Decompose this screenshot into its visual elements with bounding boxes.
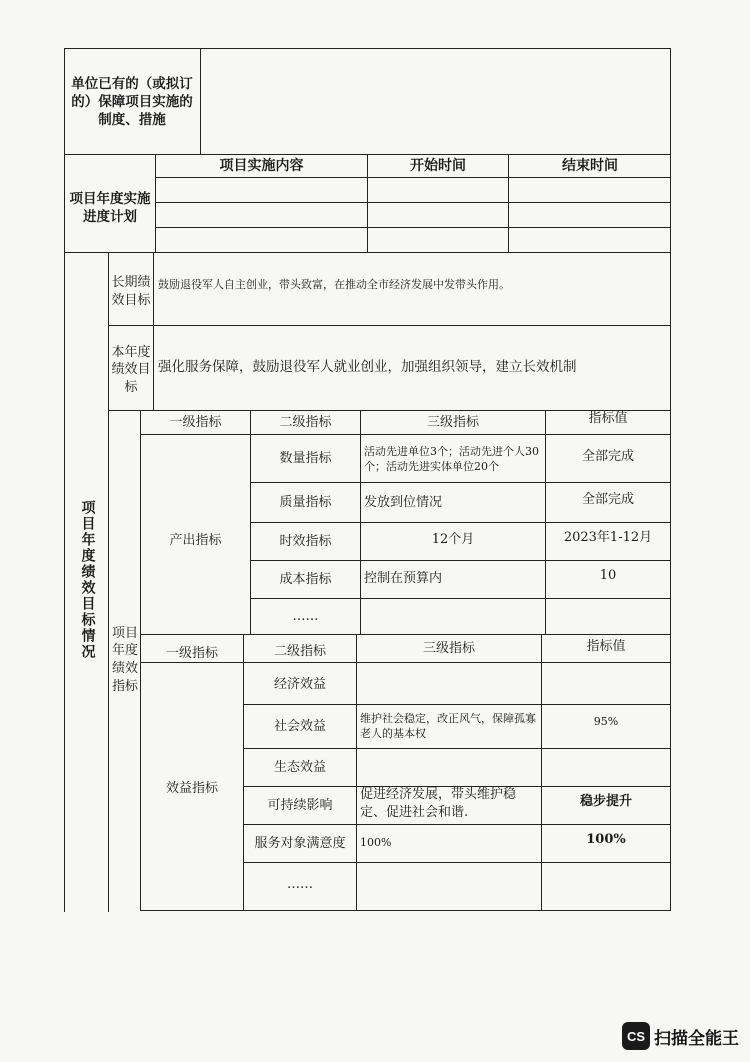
output-row-level2: 质量指标 <box>279 495 332 511</box>
benefit-row-value: 95% <box>593 715 619 729</box>
output-row-value: 全部完成 <box>581 492 634 508</box>
output-row-level3: 发放到位情况 <box>364 495 443 511</box>
measures-label: 单位已有的（或拟订的）保障项目实施的制度、措施 <box>71 75 193 129</box>
header2-level2: 二级指标 <box>273 644 326 660</box>
output-row-level2: …… <box>292 609 319 625</box>
camscanner-logo-icon: CS <box>622 1022 650 1050</box>
benefit-level1: 效益指标 <box>165 781 218 797</box>
output-row-value: 2023年1-12月 <box>563 530 653 546</box>
header1-level3: 三级指标 <box>426 414 479 430</box>
header1-value: 指标值 <box>588 410 628 426</box>
output-row-value: 全部完成 <box>581 449 634 465</box>
benefit-row-value <box>543 864 669 908</box>
output-row-value <box>547 600 669 634</box>
schedule-header-content: 项目实施内容 <box>219 157 304 174</box>
output-row-level3 <box>364 600 544 634</box>
benefit-row-level2: …… <box>287 877 313 893</box>
benefit-row-level2: 可持续影响 <box>267 798 333 814</box>
benefit-row-level3 <box>360 864 540 908</box>
benefit-row-level2: 社会效益 <box>273 719 326 735</box>
header2-value: 指标值 <box>586 639 626 655</box>
header1-level2: 二级指标 <box>279 414 332 430</box>
benefit-row-value: 稳步提升 <box>579 794 632 810</box>
long-term-label: 长期绩效目标 <box>111 275 151 308</box>
output-row-level2: 时效指标 <box>279 534 332 550</box>
benefit-row-level2: 生态效益 <box>273 760 326 776</box>
output-row-level3: 控制在预算内 <box>364 571 443 587</box>
output-row-level3: 活动先进单位3个；活动先进个人30个；活动先进实体单位20个 <box>364 444 539 473</box>
benefit-row-level2: 经济效益 <box>273 677 326 693</box>
annual-label: 本年度绩效目标 <box>111 344 151 395</box>
benefit-row-level2: 服务对象满意度 <box>254 836 346 852</box>
benefit-row-value: 100% <box>586 832 626 848</box>
indicator-label: 项目年度绩效指标 <box>111 625 138 694</box>
benefit-row-level3: 维护社会稳定，改正风气，保障孤寡老人的基本权 <box>360 711 536 740</box>
schedule-header-start: 开始时间 <box>410 157 466 174</box>
benefit-row-level3: 100% <box>360 836 392 850</box>
output-row-level3: 12个月 <box>431 532 475 548</box>
header2-level1: 一级指标 <box>165 646 218 662</box>
measures-content[interactable] <box>202 50 668 152</box>
schedule-label: 项目年度实施进度计划 <box>69 190 151 225</box>
schedule-header-end: 结束时间 <box>562 157 618 174</box>
output-row-value: 10 <box>599 568 617 584</box>
benefit-row-level3 <box>360 750 540 786</box>
header1-level1: 一级指标 <box>169 414 222 430</box>
header2-level3: 三级指标 <box>422 641 475 657</box>
long-term-text: 鼓励退役军人自主创业，带头致富，在推动全市经济发展中发带头作用。 <box>158 278 510 292</box>
benefit-row-value <box>543 750 669 786</box>
performance-section-label: 项目年度绩效目标情况 <box>79 500 96 660</box>
camscanner-text: 扫描全能王 <box>654 1029 739 1048</box>
benefit-row-level3 <box>360 666 540 704</box>
benefit-row-level3: 促进经济发展，带头维护稳定、促进社会和谐. <box>360 787 517 820</box>
output-level1: 产出指标 <box>169 533 222 549</box>
annual-text: 强化服务保障，鼓励退役军人就业创业，加强组织领导，建立长效机制 <box>158 358 577 375</box>
output-row-level2: 成本指标 <box>279 572 332 588</box>
benefit-row-value <box>543 666 669 704</box>
output-row-level2: 数量指标 <box>279 451 332 467</box>
